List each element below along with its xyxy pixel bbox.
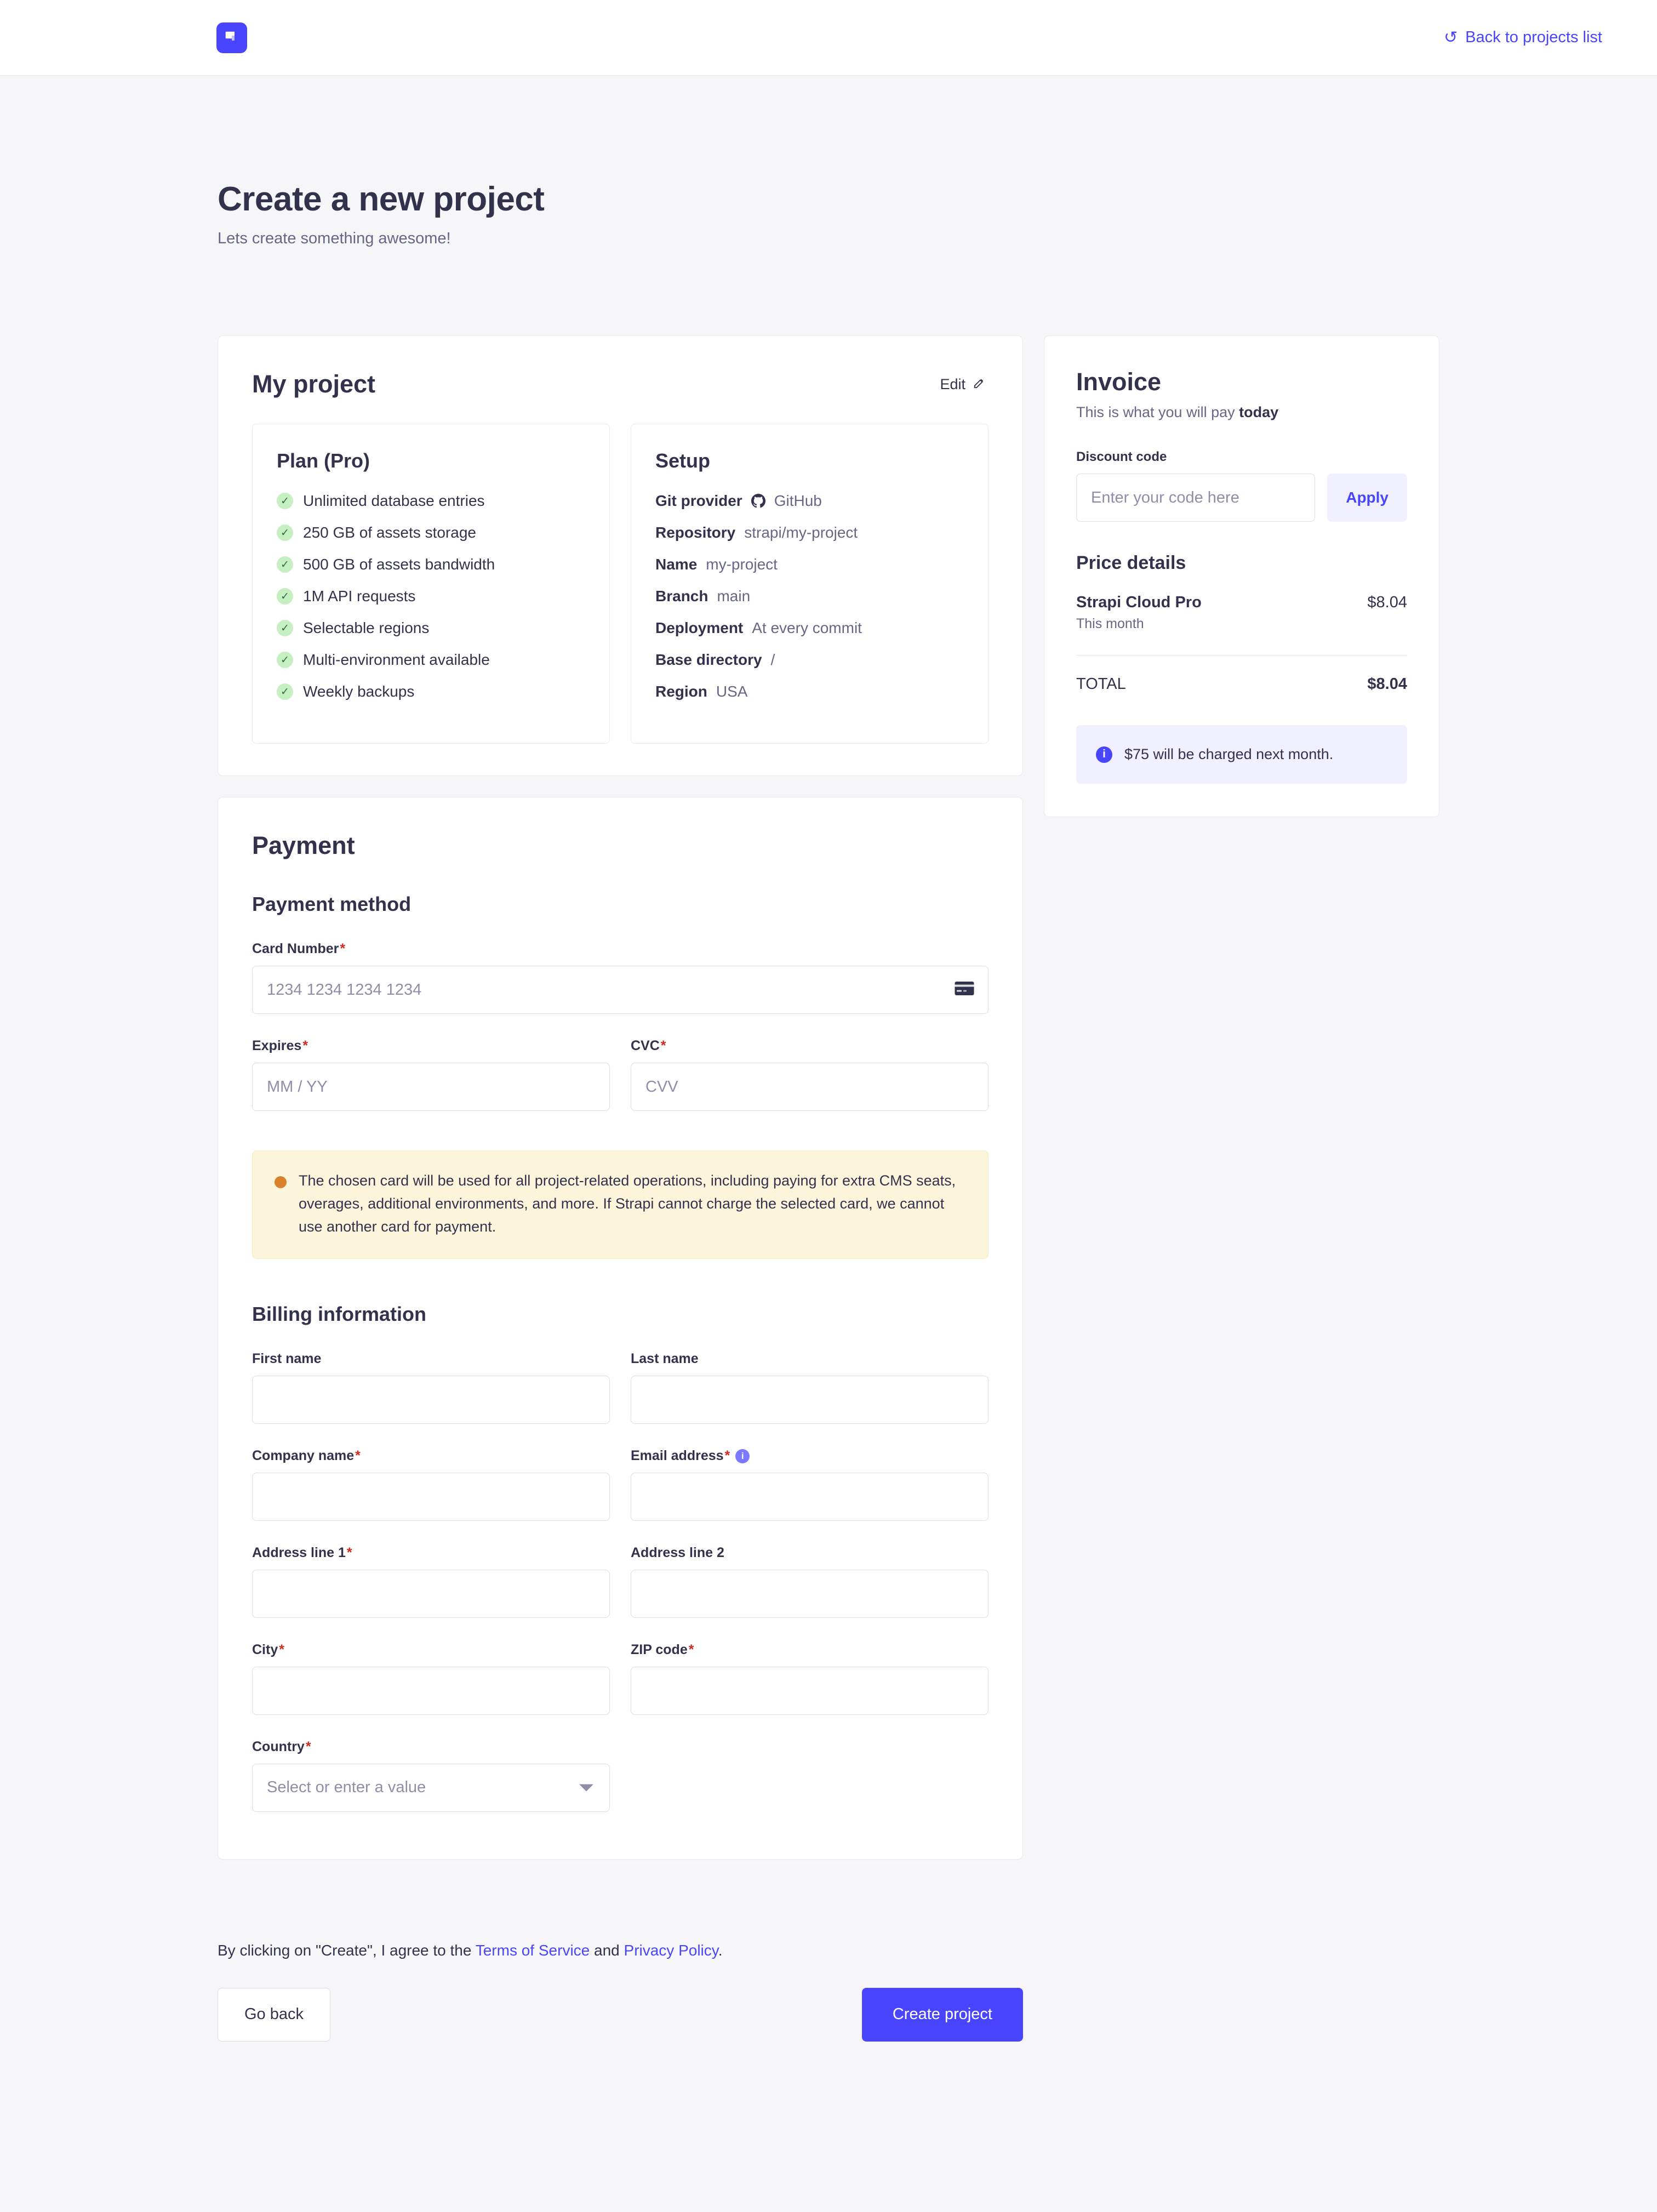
company-name-label — [252, 1448, 610, 1464]
price-line-item — [1076, 594, 1407, 632]
check-icon: ✓ — [277, 683, 293, 700]
setup-row-name — [655, 556, 964, 573]
plan-feature-label: Selectable regions — [303, 619, 430, 637]
footer-actions — [218, 1988, 1023, 2042]
list-item — [277, 492, 585, 510]
card-usage-warning — [252, 1150, 989, 1259]
invoice-subtitle-strong: today — [1239, 404, 1279, 421]
setup-key: Deployment — [655, 619, 744, 637]
plan-feature-label: Weekly backups — [303, 683, 415, 700]
required-marker: * — [355, 1447, 361, 1463]
plan-feature-label: 1M API requests — [303, 588, 416, 605]
card-number-label-text: Card Number — [252, 941, 339, 957]
footer — [218, 1942, 1439, 2042]
invoice-title: Invoice — [1076, 368, 1162, 396]
email-label — [631, 1448, 989, 1464]
terms-prefix: By clicking on "Create", I agree to the — [218, 1941, 476, 1959]
required-marker: * — [346, 1544, 352, 1560]
terms-of-service-link[interactable]: Terms of Service — [475, 1941, 590, 1959]
required-marker: * — [279, 1641, 284, 1657]
top-navigation-bar — [0, 0, 1657, 76]
email-label-text: Email address — [631, 1447, 724, 1463]
setup-title: Setup — [655, 449, 711, 472]
address-line-2-label: Address line 2 — [631, 1544, 724, 1560]
setup-row-branch — [655, 588, 964, 605]
last-name-input[interactable] — [631, 1376, 989, 1424]
page-heading — [218, 76, 1439, 248]
check-icon: ✓ — [277, 556, 293, 573]
city-label-text: City — [252, 1641, 278, 1657]
list-item — [277, 619, 585, 637]
expires-label — [252, 1038, 610, 1054]
required-marker: * — [340, 941, 346, 957]
setup-row-region — [655, 683, 964, 700]
setup-key: Branch — [655, 588, 708, 605]
github-icon — [751, 494, 765, 508]
email-input[interactable] — [631, 1473, 989, 1521]
back-arrow-icon: ↺ — [1444, 28, 1458, 47]
setup-value: / — [770, 651, 775, 669]
edit-project-button[interactable] — [936, 375, 989, 394]
price-item-note: This month — [1076, 616, 1144, 632]
create-project-button[interactable]: Create project — [862, 1988, 1023, 2042]
setup-row-deployment — [655, 619, 964, 637]
address-line-1-input[interactable] — [252, 1570, 610, 1618]
address-line-1-label — [252, 1545, 610, 1561]
pencil-icon — [973, 376, 985, 393]
next-month-charge-text: $75 will be charged next month. — [1124, 746, 1334, 763]
setup-value: strapi/my-project — [744, 524, 858, 541]
check-icon: ✓ — [277, 652, 293, 668]
back-to-projects-link[interactable] — [1444, 28, 1602, 47]
setup-key: Name — [655, 556, 698, 573]
zip-code-label-text: ZIP code — [631, 1641, 688, 1657]
check-icon: ✓ — [277, 493, 293, 509]
email-field — [631, 1448, 989, 1521]
required-marker: * — [724, 1447, 730, 1463]
list-item — [277, 524, 585, 541]
country-label-text: Country — [252, 1738, 305, 1754]
discount-code-input[interactable] — [1076, 474, 1315, 522]
terms-and: and — [590, 1941, 624, 1959]
go-back-button[interactable]: Go back — [218, 1988, 330, 2042]
setup-key: Git provider — [655, 492, 742, 510]
page-body — [0, 76, 1657, 2151]
plan-feature-label: 250 GB of assets storage — [303, 524, 476, 541]
check-icon: ✓ — [277, 620, 293, 636]
setup-key: Base directory — [655, 651, 762, 669]
expires-input[interactable] — [252, 1063, 610, 1111]
project-summary-header — [252, 370, 989, 398]
privacy-policy-link[interactable]: Privacy Policy — [624, 1941, 718, 1959]
city-label — [252, 1642, 610, 1658]
zip-code-input[interactable] — [631, 1667, 989, 1715]
first-name-label: First name — [252, 1350, 322, 1366]
cvc-field — [631, 1038, 989, 1111]
setup-row-base-directory — [655, 651, 964, 669]
total-label: TOTAL — [1076, 675, 1126, 693]
zip-code-field — [631, 1642, 989, 1715]
plan-feature-label: Unlimited database entries — [303, 492, 485, 510]
setup-value: USA — [716, 683, 748, 700]
card-number-label — [252, 941, 989, 957]
plan-feature-list — [277, 492, 585, 700]
plan-title: Plan (Pro) — [277, 449, 370, 472]
setup-box — [631, 424, 989, 744]
last-name-field — [631, 1351, 989, 1424]
card-number-field — [252, 941, 989, 1014]
warning-icon — [275, 1176, 287, 1188]
billing-information-title: Billing information — [252, 1302, 426, 1325]
required-marker: * — [688, 1641, 694, 1657]
cvc-input[interactable] — [631, 1063, 989, 1111]
card-number-input[interactable] — [252, 966, 989, 1014]
address-line-2-input[interactable] — [631, 1570, 989, 1618]
address-line-1-label-text: Address line 1 — [252, 1544, 346, 1560]
list-item — [277, 588, 585, 605]
project-name-title: My project — [252, 370, 376, 398]
terms-text — [218, 1942, 1439, 1959]
setup-value: main — [717, 588, 751, 605]
strapi-logo[interactable] — [216, 22, 247, 53]
first-name-field — [252, 1351, 610, 1424]
payment-method-title: Payment method — [252, 893, 412, 916]
city-input[interactable] — [252, 1667, 610, 1715]
credit-card-icon — [955, 982, 974, 999]
left-column — [218, 335, 1023, 1860]
check-icon: ✓ — [277, 588, 293, 605]
setup-row-git-provider — [655, 492, 964, 510]
total-value: $8.04 — [1367, 675, 1407, 693]
required-marker: * — [305, 1738, 311, 1754]
company-name-field — [252, 1448, 610, 1521]
zip-code-label — [631, 1642, 989, 1658]
expires-label-text: Expires — [252, 1038, 302, 1054]
invoice-subtitle-prefix: This is what you will pay — [1076, 404, 1239, 421]
expires-field — [252, 1038, 610, 1111]
info-icon: i — [1096, 746, 1112, 763]
address-line-2-field — [631, 1545, 989, 1618]
setup-key: Region — [655, 683, 707, 700]
page-title: Create a new project — [218, 180, 545, 218]
setup-value: GitHub — [774, 492, 822, 510]
project-summary-card — [218, 335, 1023, 776]
cvc-label — [631, 1038, 989, 1054]
price-item-name: Strapi Cloud Pro — [1076, 594, 1202, 612]
setup-value: At every commit — [752, 619, 862, 637]
required-marker: * — [660, 1038, 666, 1054]
terms-suffix: . — [718, 1941, 723, 1959]
payment-card — [218, 797, 1023, 1860]
apply-discount-button[interactable]: Apply — [1327, 474, 1407, 522]
warning-text: The chosen card will be used for all project-related operations, including paying for extra CMS seats, overages, additional environments, and more. If Strapi cannot charge the selected card, we cannot use another card for payment. — [299, 1172, 956, 1235]
payment-section-title: Payment — [252, 831, 355, 860]
setup-key: Repository — [655, 524, 736, 541]
invoice-subtitle — [1076, 404, 1407, 421]
invoice-total-row — [1076, 675, 1407, 693]
price-details-title: Price details — [1076, 552, 1186, 574]
plan-feature-label: Multi-environment available — [303, 651, 490, 669]
address-line-1-field — [252, 1545, 610, 1618]
required-marker: * — [302, 1038, 308, 1054]
list-item — [277, 651, 585, 669]
country-select[interactable] — [252, 1764, 610, 1812]
list-item — [277, 556, 585, 573]
page-subtitle: Lets create something awesome! — [218, 230, 451, 248]
company-name-input[interactable] — [252, 1473, 610, 1521]
last-name-label: Last name — [631, 1350, 699, 1366]
right-column — [1044, 335, 1439, 817]
plan-feature-label: 500 GB of assets bandwidth — [303, 556, 495, 573]
info-icon[interactable]: i — [735, 1449, 750, 1463]
edit-button-label: Edit — [940, 375, 965, 392]
plan-box — [252, 424, 610, 744]
next-month-charge-note — [1076, 725, 1407, 784]
company-name-label-text: Company name — [252, 1447, 355, 1463]
cvc-label-text: CVC — [631, 1038, 660, 1054]
invoice-card — [1044, 335, 1439, 817]
setup-row-repository — [655, 524, 964, 541]
back-to-projects-label: Back to projects list — [1465, 28, 1602, 46]
check-icon: ✓ — [277, 525, 293, 541]
city-field — [252, 1642, 610, 1715]
price-item-value: $8.04 — [1367, 594, 1407, 612]
list-item — [277, 683, 585, 700]
country-label — [252, 1739, 610, 1755]
first-name-input[interactable] — [252, 1376, 610, 1424]
discount-code-label: Discount code — [1076, 449, 1167, 465]
setup-value: my-project — [706, 556, 778, 573]
country-field — [252, 1739, 610, 1812]
